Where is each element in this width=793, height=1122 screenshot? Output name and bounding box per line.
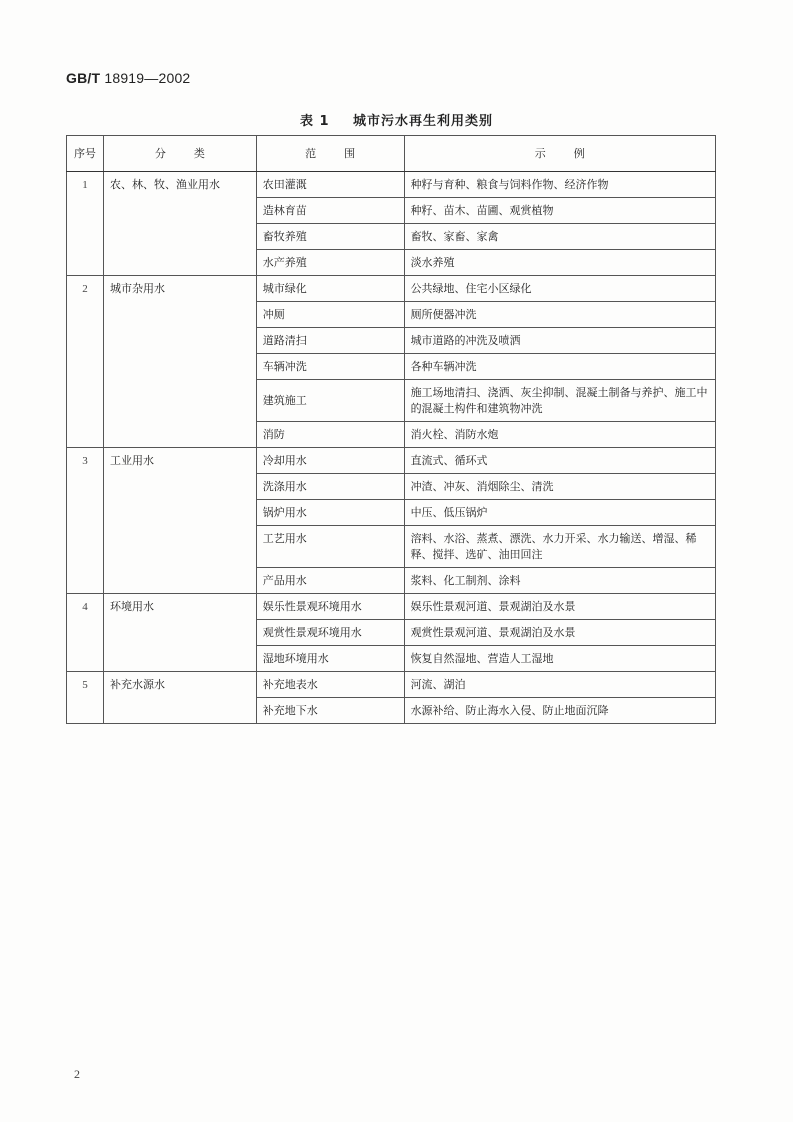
row-example: 观赏性景观河道、景观湖泊及水景 bbox=[404, 620, 715, 646]
row-example: 溶料、水浴、蒸煮、漂洗、水力开采、水力输送、增湿、稀释、搅拌、选矿、油田回注 bbox=[404, 526, 715, 568]
row-example: 浆料、化工制剂、涂料 bbox=[404, 568, 715, 594]
row-scope: 锅炉用水 bbox=[256, 500, 404, 526]
row-seq: 1 bbox=[67, 172, 104, 276]
row-scope: 城市绿化 bbox=[256, 276, 404, 302]
row-seq: 3 bbox=[67, 448, 104, 594]
row-example: 施工场地清扫、浇洒、灰尘抑制、混凝土制备与养护、施工中的混凝土构件和建筑物冲洗 bbox=[404, 380, 715, 422]
row-example: 各种车辆冲洗 bbox=[404, 354, 715, 380]
standard-number: 18919—2002 bbox=[104, 70, 191, 86]
table-row bbox=[67, 276, 716, 302]
table-row bbox=[67, 672, 716, 698]
row-category: 农、林、牧、渔业用水 bbox=[103, 172, 256, 276]
row-scope: 水产养殖 bbox=[256, 250, 404, 276]
table-header-row bbox=[67, 136, 716, 172]
row-scope: 补充地下水 bbox=[256, 698, 404, 724]
table-caption-title: 城市污水再生利用类别 bbox=[353, 114, 494, 129]
table-row bbox=[67, 594, 716, 620]
row-scope: 畜牧养殖 bbox=[256, 224, 404, 250]
row-example: 水源补给、防止海水入侵、防止地面沉降 bbox=[404, 698, 715, 724]
table-row bbox=[67, 448, 716, 474]
row-example: 恢复自然湿地、营造人工湿地 bbox=[404, 646, 715, 672]
row-scope: 产品用水 bbox=[256, 568, 404, 594]
column-header-seq: 序号 bbox=[67, 136, 104, 172]
table-caption-label: 表 1 bbox=[299, 114, 330, 129]
row-seq: 2 bbox=[67, 276, 104, 448]
table-caption bbox=[0, 110, 793, 129]
reuse-category-table bbox=[66, 135, 716, 724]
row-scope: 观赏性景观环境用水 bbox=[256, 620, 404, 646]
row-seq: 4 bbox=[67, 594, 104, 672]
row-seq: 5 bbox=[67, 672, 104, 724]
row-example: 河流、湖泊 bbox=[404, 672, 715, 698]
row-scope: 冲厕 bbox=[256, 302, 404, 328]
column-header-category: 分类 bbox=[103, 136, 256, 172]
row-scope: 农田灌溉 bbox=[256, 172, 404, 198]
row-scope: 车辆冲洗 bbox=[256, 354, 404, 380]
row-category: 环境用水 bbox=[103, 594, 256, 672]
row-scope: 建筑施工 bbox=[256, 380, 404, 422]
row-scope: 造林育苗 bbox=[256, 198, 404, 224]
row-example: 城市道路的冲洗及喷洒 bbox=[404, 328, 715, 354]
row-example: 畜牧、家畜、家禽 bbox=[404, 224, 715, 250]
standard-code bbox=[66, 70, 190, 86]
row-example: 娱乐性景观河道、景观湖泊及水景 bbox=[404, 594, 715, 620]
row-example: 中压、低压锅炉 bbox=[404, 500, 715, 526]
row-example: 种籽、苗木、苗圃、观赏植物 bbox=[404, 198, 715, 224]
row-scope: 娱乐性景观环境用水 bbox=[256, 594, 404, 620]
row-scope: 洗涤用水 bbox=[256, 474, 404, 500]
row-example: 消火栓、消防水炮 bbox=[404, 422, 715, 448]
row-category: 城市杂用水 bbox=[103, 276, 256, 448]
row-example: 直流式、循环式 bbox=[404, 448, 715, 474]
row-scope: 工艺用水 bbox=[256, 526, 404, 568]
row-category: 补充水源水 bbox=[103, 672, 256, 724]
column-header-example: 示例 bbox=[404, 136, 715, 172]
page-number: 2 bbox=[74, 1067, 80, 1081]
row-scope: 消防 bbox=[256, 422, 404, 448]
row-example: 淡水养殖 bbox=[404, 250, 715, 276]
column-header-scope: 范围 bbox=[256, 136, 404, 172]
standard-prefix: GB/T bbox=[66, 70, 101, 86]
row-category: 工业用水 bbox=[103, 448, 256, 594]
row-scope: 冷却用水 bbox=[256, 448, 404, 474]
table-row bbox=[67, 172, 716, 198]
row-example: 种籽与育种、粮食与饲料作物、经济作物 bbox=[404, 172, 715, 198]
row-scope: 道路清扫 bbox=[256, 328, 404, 354]
row-example: 厕所便器冲洗 bbox=[404, 302, 715, 328]
row-scope: 湿地环境用水 bbox=[256, 646, 404, 672]
row-example: 冲渣、冲灰、消烟除尘、清洗 bbox=[404, 474, 715, 500]
row-example: 公共绿地、住宅小区绿化 bbox=[404, 276, 715, 302]
row-scope: 补充地表水 bbox=[256, 672, 404, 698]
